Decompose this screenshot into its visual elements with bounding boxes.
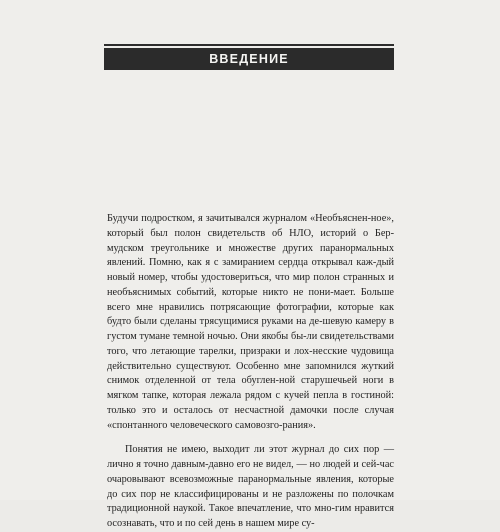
paragraph-gap — [107, 433, 394, 443]
chapter-body — [107, 212, 394, 532]
header-rule — [104, 44, 394, 46]
chapter-header-bar — [104, 48, 394, 70]
paragraph-1: Будучи подростком, я зачитывался журналом «Необъяснен-ное», который был полон свидетельств об НЛО, историй о Бер-мудском треугольнике и множестве других паранормальных явлений. Помню, как я с замиранием сердца открывал каж-дый новый номер, чтобы удостовериться, что мир полон странных и необъяснимых событий, которые никто не пони-мает. Больше всего мне нравились потрясающие фотографии, которые как будто были сделаны трясущимися руками на де-шевую камеру в густом тумане темной ночью. Они якобы бы-ли свидетельствами того, что летающие тарелки, призраки и лох-несские чудовища действительно существуют. Особенно мне запомнился жуткий снимок отделенной от тела обуглен-ной старушечьей ноги в мягком тапке, которая лежала рядом с кучей пепла в гостиной: только это и осталось от несчастной дамочки после случая «спонтанного человеческого самовозго-рания». — [107, 213, 394, 431]
chapter-title: ВВЕДЕНИЕ — [209, 52, 289, 66]
paragraph-2: Понятия не имею, выходит ли этот журнал до сих пор — лично я точно давным-давно его не видел, — но людей и сей-час очаровывают всевозможные паранормальные явления, которые до сих пор не классифицированы и не разложены по полочкам традиционной наукой. Такое впечатление, что мно-гим нравится осознавать, что и по сей день в нашем мире су- — [107, 444, 394, 529]
